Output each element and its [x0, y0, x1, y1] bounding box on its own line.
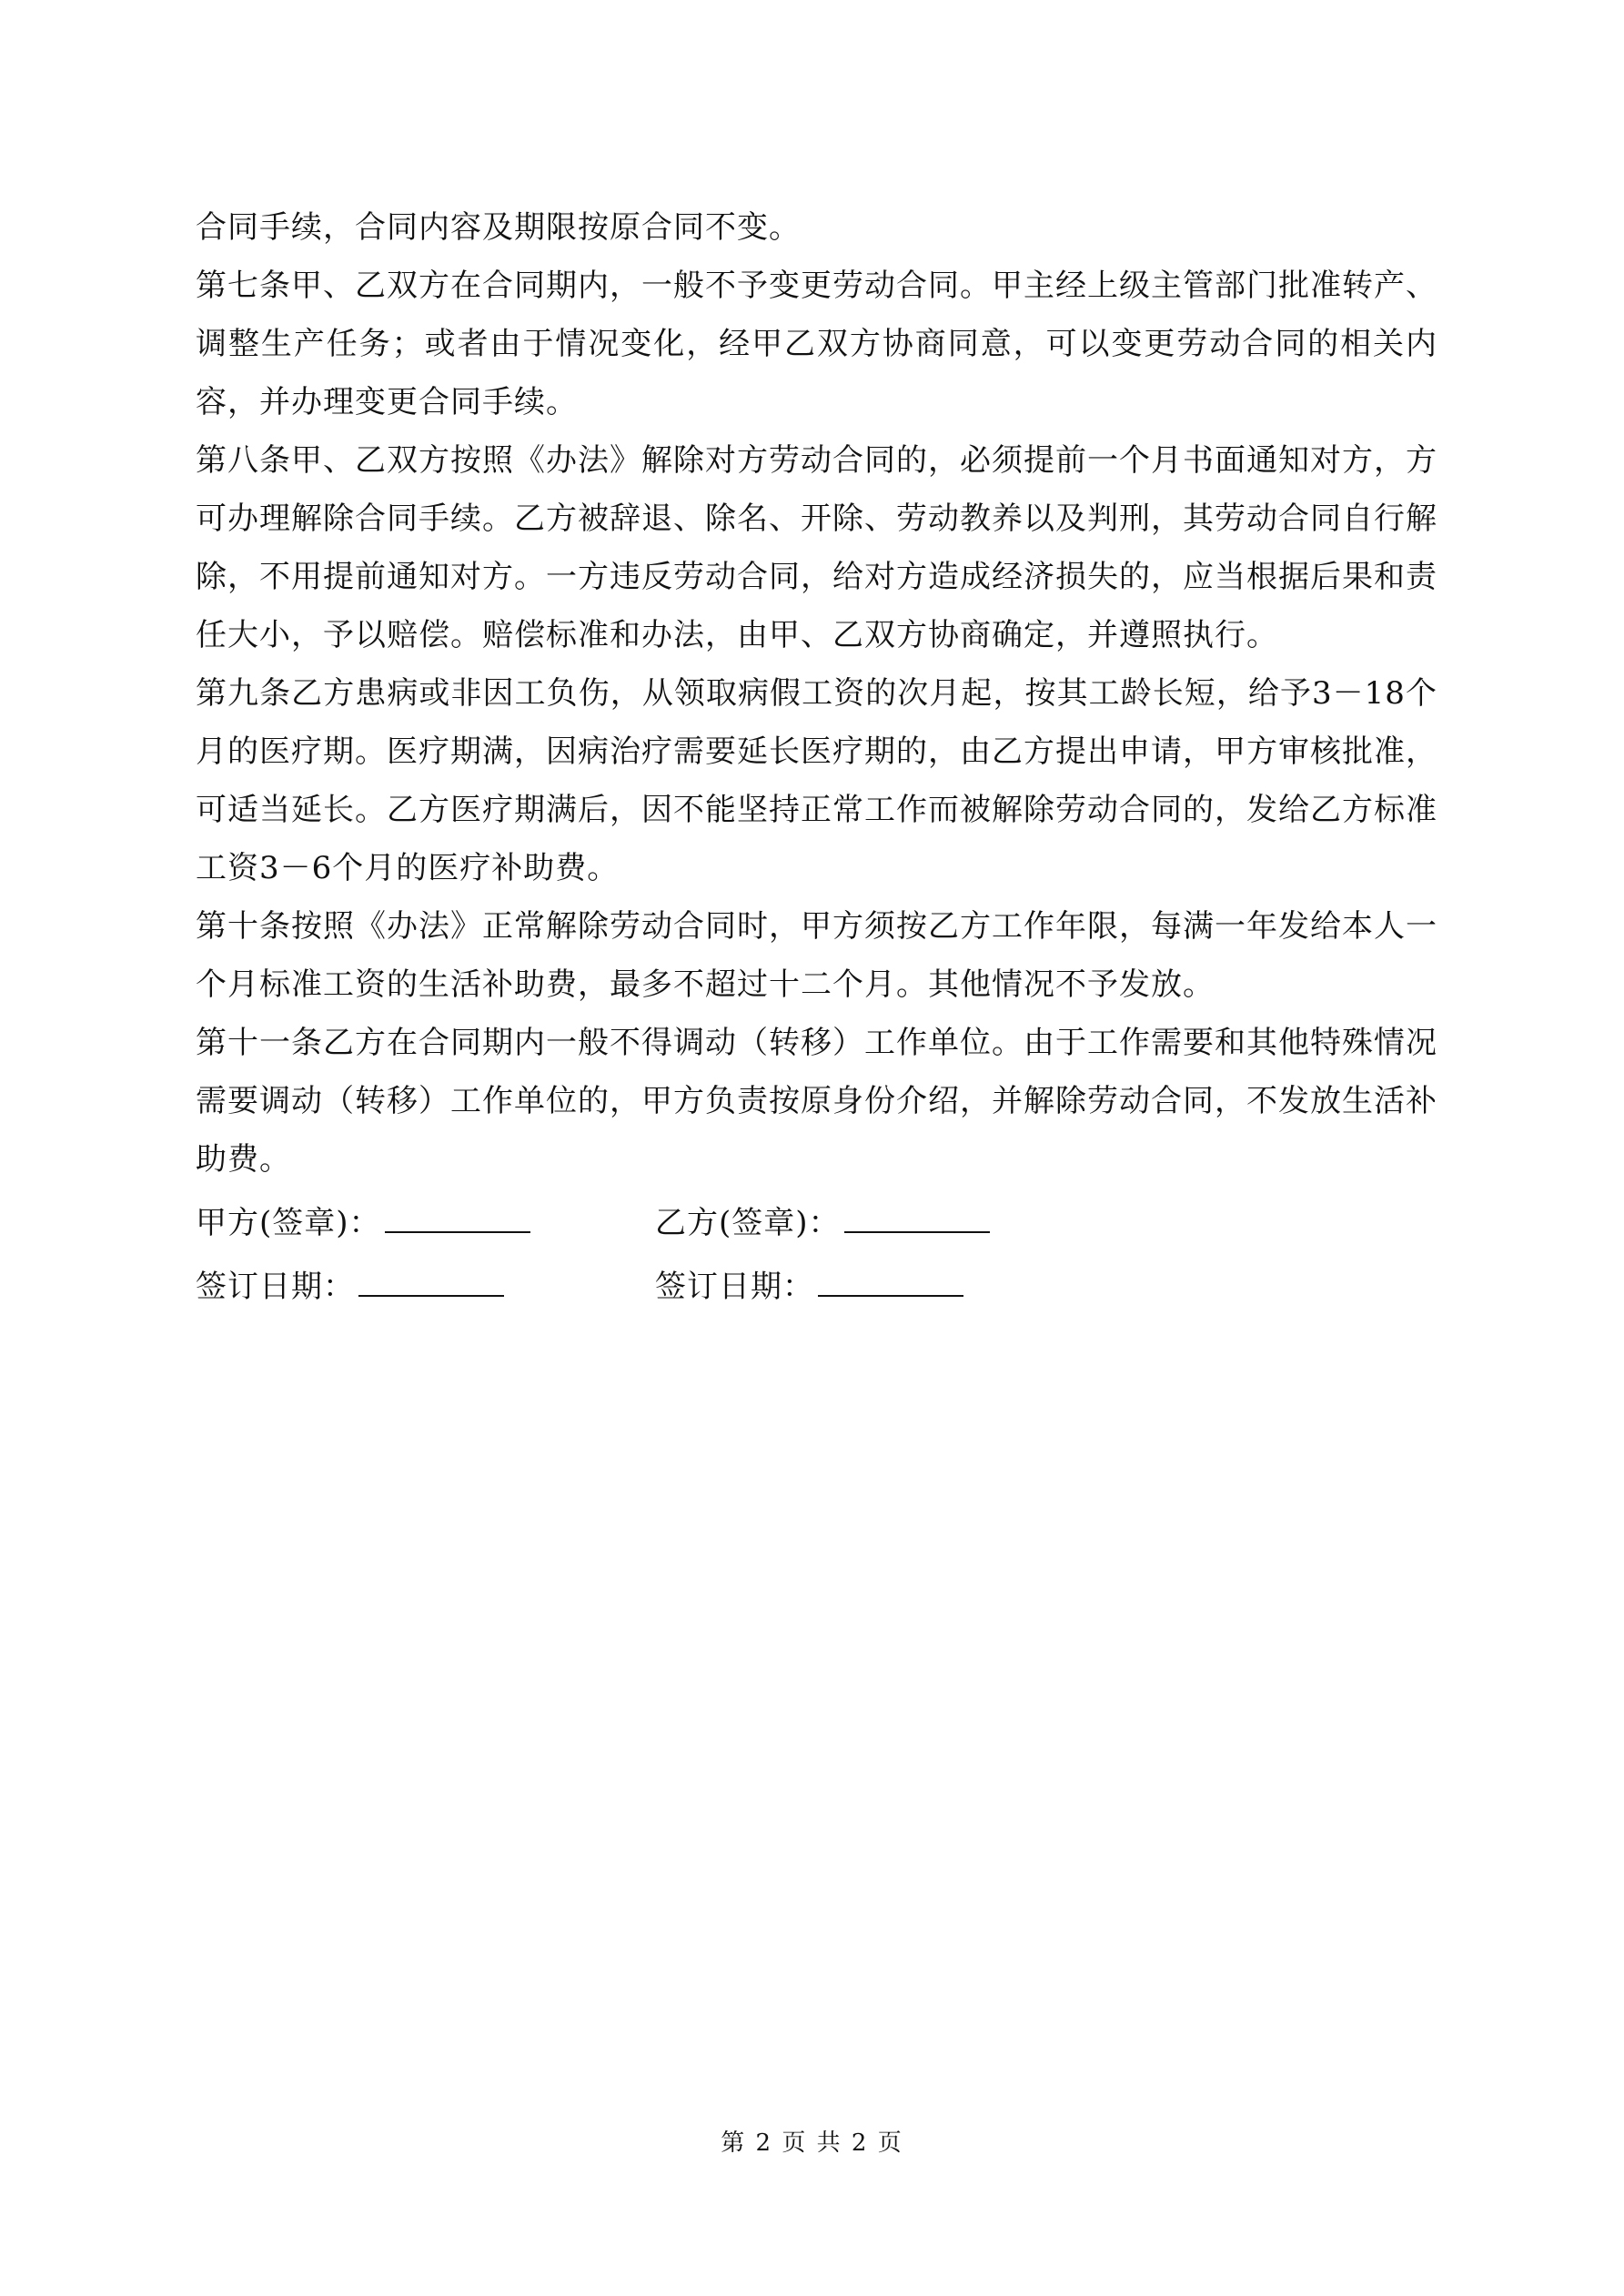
party-a-signature-blank	[385, 1204, 530, 1233]
party-a-signature	[196, 1194, 655, 1252]
party-a-date	[196, 1258, 655, 1316]
date-a-label: 签订日期：	[196, 1269, 355, 1305]
party-b-date	[655, 1258, 1115, 1316]
paragraph-article-11: 第十一条乙方在合同期内一般不得调动（转移）工作单位。由于工作需要和其他特殊情况需要调动（转移）工作单位的，甲方负责按原身份介绍，并解除劳动合同，不发放生活补助费。	[196, 1025, 1437, 1178]
paragraph-article-8: 第八条甲、乙双方按照《办法》解除对方劳动合同的，必须提前一个月书面通知对方，方可办理解除合同手续。乙方被辞退、除名、开除、劳动教养以及判刑，其劳动合同自行解除，不用提前通知对方。一方违反劳动合同，给对方造成经济损失的，应当根据后果和责任大小，予以赔偿。赔偿标准和办法，由甲、乙双方协商确定，并遵照执行。	[196, 442, 1437, 653]
date-row	[196, 1258, 1437, 1316]
party-b-label: 乙方(签章)：	[655, 1205, 841, 1241]
party-a-label: 甲方(签章)：	[196, 1205, 381, 1241]
paragraph-article-7: 第七条甲、乙双方在合同期内，一般不予变更劳动合同。甲主经上级主管部门批准转产、调整生产任务；或者由于情况变化，经甲乙双方协商同意，可以变更劳动合同的相关内容，并办理变更合同手续。	[196, 268, 1437, 420]
signature-row	[196, 1194, 1437, 1252]
date-b-blank	[818, 1268, 963, 1297]
paragraph-article-9: 第九条乙方患病或非因工负伤，从领取病假工资的次月起，按其工龄长短，给予3－18个月的医疗期。医疗期满，因病治疗需要延长医疗期的，由乙方提出申请，甲方审核批准，可适当延长。乙方医疗期满后，因不能坚持正常工作而被解除劳动合同的，发给乙方标准工资3－6个月的医疗补助费。	[196, 675, 1437, 886]
page-footer: 第 2 页 共 2 页	[721, 2129, 903, 2157]
party-b-signature	[655, 1194, 1115, 1252]
party-b-signature-blank	[844, 1204, 990, 1233]
paragraph-continuation: 合同手续，合同内容及期限按原合同不变。	[196, 209, 801, 246]
date-b-label: 签订日期：	[655, 1269, 814, 1305]
paragraph-article-10: 第十条按照《办法》正常解除劳动合同时，甲方须按乙方工作年限，每满一年发给本人一个月标准工资的生活补助费，最多不超过十二个月。其他情况不予发放。	[196, 908, 1437, 1003]
date-a-blank	[358, 1268, 504, 1297]
document-body	[196, 198, 1437, 1316]
